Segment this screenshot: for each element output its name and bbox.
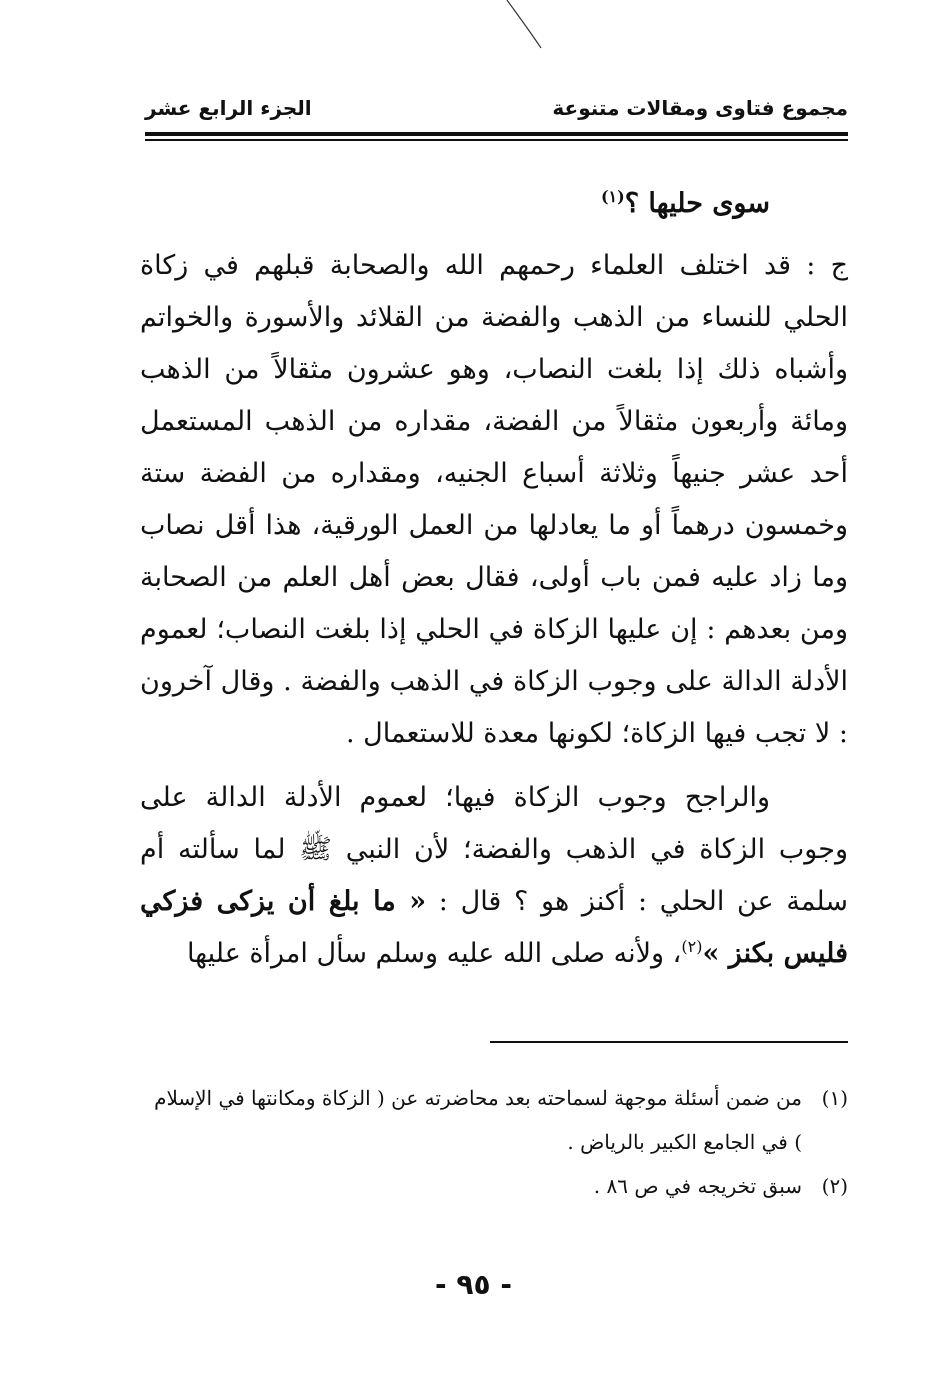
question-continuation: [140, 178, 848, 230]
footnote-separator: [490, 1041, 848, 1043]
footnote-number: (٢): [821, 1174, 848, 1198]
footnote-item: [140, 1164, 848, 1208]
running-header: [145, 96, 848, 130]
footnote-ref-1: (١): [600, 187, 625, 206]
hadith-quote: « ما بلغ أن يزكى فزكي فليس بكنز »: [140, 886, 848, 969]
footnotes: [140, 1076, 848, 1208]
header-rule-thick: [145, 132, 848, 136]
page-number: - ٩٥ -: [435, 1268, 512, 1301]
footnote-ref-2: (٢): [681, 937, 703, 956]
header-rule-thin: [145, 139, 848, 141]
footnote-text: من ضمن أسئلة موجهة لسماحته بعد محاضرته عن ( الزكاة ومكانتها في الإسلام ) في الجامع الكبير بالرياض .: [154, 1086, 802, 1154]
footnote-number: (١): [821, 1086, 848, 1110]
footnote-text: سبق تخريجه في ص ٨٦ .: [593, 1174, 802, 1198]
ruling-text-continued: ، ولأنه صلى الله عليه وسلم سأل امرأة عليها: [186, 938, 682, 969]
header-collection-title: مجموع فتاوى ومقالات متنوعة: [552, 96, 848, 120]
question-text: سوى حليها ؟: [624, 188, 770, 219]
main-text: [140, 178, 848, 980]
footnote-item: [140, 1076, 848, 1164]
scan-mark-line: [505, 0, 545, 50]
answer-paragraph: ج : قد اختلف العلماء رحمهم الله والصحابة قبلهم في زكاة الحلي للنساء من الذهب والفضة من القلائد والأسورة والخواتم وأشباه ذلك إذا بلغت النصاب، وهو عشرون مثقالاً من الذهب ومائة وأربعون مثقالاً من الفضة، مقداره من الذهب المستعمل أحد عشر جنيهاً وثلاثة أسباع الجنيه، ومقداره من الفضة ستة وخمسون درهماً أو ما يعادلها من العمل الورقية، هذا أقل نصاب وما زاد عليه فمن باب أولى، فقال بعض أهل العلم من الصحابة ومن بعدهم : إن عليها الزكاة في الحلي إذا بلغت النصاب؛ لعموم الأدلة الدالة على وجوب الزكاة في الذهب والفضة . وقال آخرون : لا تجب فيها الزكاة؛ لكونها معدة للاستعمال .: [140, 250, 848, 749]
ruling-text: والراجح وجوب الزكاة فيها؛ لعموم الأدلة الدالة على وجوب الزكاة في الذهب والفضة؛ لأن النبي ﷺ لما سألته أم سلمة عن الحلي : أكنز هو ؟ قال :: [140, 782, 848, 917]
header-volume-label: الجزء الرابع عشر: [145, 96, 312, 120]
ruling-paragraph: [140, 772, 848, 980]
